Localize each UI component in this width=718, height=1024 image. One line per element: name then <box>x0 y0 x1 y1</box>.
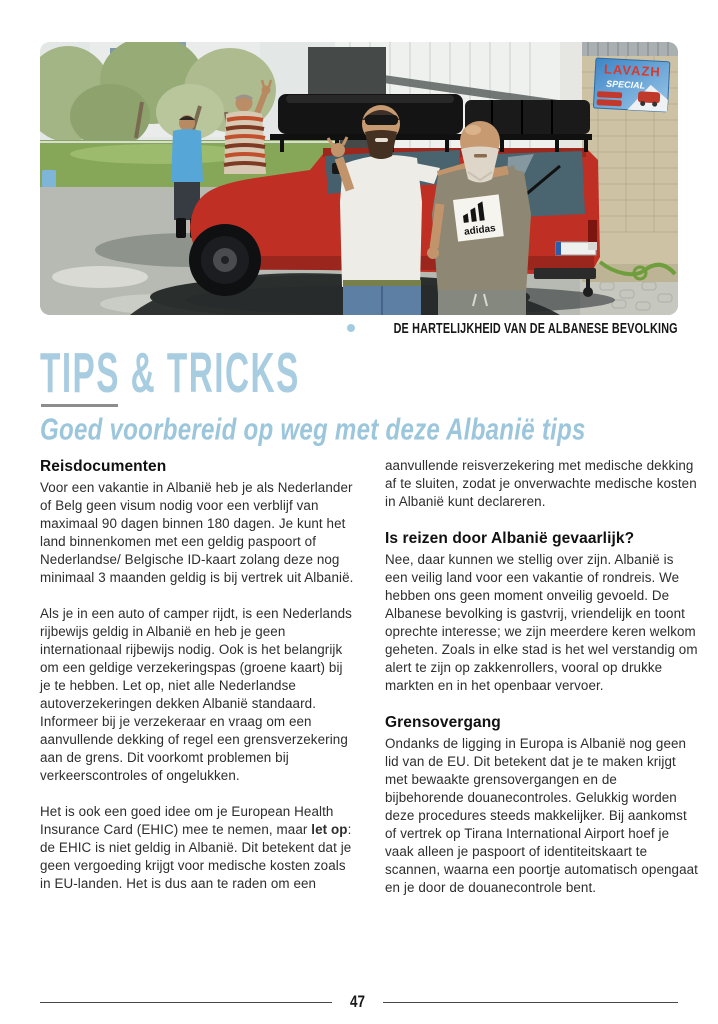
left-column <box>40 457 354 911</box>
paragraph-text: Het is ook een goed idee om je European Health Insurance Card (EHIC) mee te nemen, maar <box>40 804 334 837</box>
lavazh-sign <box>593 58 670 112</box>
adidas-logo <box>453 194 504 241</box>
section-heading-reisdocumenten: Reisdocumenten <box>40 458 167 475</box>
bold-let-op: let op <box>311 822 348 837</box>
paragraph: Voor een vakantie in Albanië heb je als Nederlander of Belg geen visum nodig voor een verblijf van maximaal 90 dagen binnen 180 dagen. Je kunt het land binnenkomen met een geldig paspoort of Nederlandse/ Belgische ID-kaart zolang deze nog minimaal 3 maanden geldig is bij vertrek uit Albanië. <box>40 480 354 585</box>
page-number: 47 <box>349 992 366 1011</box>
paragraph <box>40 803 354 893</box>
paragraph: aanvullende reisverzekering met medische dekking af te sluiten, zodat je onverwachte medische kosten in Albanië kunt declareren. <box>385 458 697 509</box>
paragraph-text: : de EHIC is niet geldig in Albanië. Dit betekent dat je geen vergoeding krijgt voor medische kosten zoals in EU-landen. Het is dus aan te raden om een <box>40 822 352 891</box>
footer-rule-left <box>40 1002 332 1003</box>
paragraph: Nee, daar kunnen we stellig over zijn. Albanië is een veilig land voor een vakantie of rondreis. We hebben ons geen moment onveilig gevoeld. De Albanese bevolking is gastvrij, vriendelijk en toont oprechte interesse; we zijn meerdere keren welkom geheten. Zoals in elke stad is het wel verstandig om alert te zijn op zakkenrollers, vooral op drukke markten en in het openbaar vervoer. <box>385 552 698 693</box>
hero-photo <box>40 42 678 315</box>
shirt-brand-text: adidas <box>463 223 497 238</box>
title-divider <box>41 404 118 407</box>
section-heading-gevaarlijk: Is reizen door Albanië gevaarlijk? <box>385 530 635 547</box>
caption-bullet-icon <box>347 324 355 332</box>
right-column <box>385 457 699 915</box>
blue-barrel <box>42 170 56 188</box>
sign-text-lavazh: LAVAZH <box>603 61 662 80</box>
section-heading-grensovergang: Grensovergang <box>385 714 501 731</box>
sign-text-special: SPECIAL <box>605 78 646 91</box>
caption-text: DE HARTELIJKHEID VAN DE ALBANESE BEVOLKING <box>393 319 678 337</box>
photo-caption <box>347 321 678 335</box>
footer-rule-right <box>383 1002 678 1003</box>
page-subtitle: Goed voorbereid op weg met deze Albanië tips <box>40 412 586 447</box>
photo-illustration <box>40 42 678 315</box>
paragraph: Als je in een auto of camper rijdt, is een Nederlands rijbewijs geldig in Albanië en heb je geen internationaal rijbewijs nodig. Ook is het belangrijk om een geldige verzekeringspas (groene kaart) bij je te hebben. Let op, niet alle Nederlandse autoverzekeringen dekken Albanië standaard. Informeer bij je verzekeraar en vraag om een aanvullende dekking of regel een grensverzekering aan de grens. Dit voorkomt problemen bij verkeerscontroles of ongelukken. <box>40 606 352 783</box>
paragraph: Ondanks de ligging in Europa is Albanië nog geen lid van de EU. Dit betekent dat je te maken krijgt met bewaakte grensovergangen en de bijbehorende douanecontroles. Gelukkig worden deze procedures steeds makkelijker. Bij aankomst of vertrek op Tirana International Airport hoef je vaak alleen je paspoort of identiteitskaart te scannen, waarna een poortje automatisch opengaat en je door de douanecontrole bent. <box>385 736 698 895</box>
page-title: TIPS & TRICKS <box>40 340 300 405</box>
